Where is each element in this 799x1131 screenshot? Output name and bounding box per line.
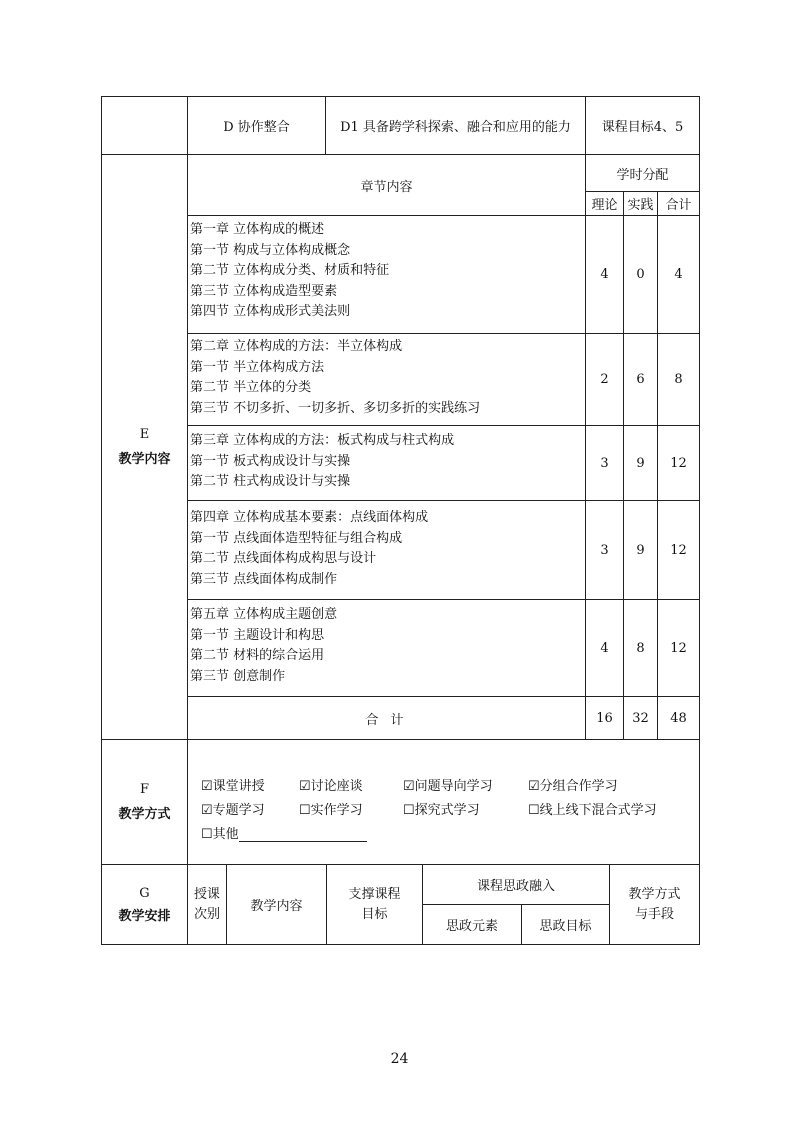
chapter-3-line-2: 第一节 板式构成设计与实操 (190, 453, 351, 469)
header-supporting-goal (327, 865, 422, 944)
section-e-letter: E (139, 427, 150, 442)
section-g-letter: G (139, 885, 150, 901)
checkbox-checked-icon: ☑ (528, 779, 540, 794)
header-method-line-2: 与手段 (634, 906, 674, 922)
row-d-category: D 协作整合 (223, 120, 290, 135)
header-total: 合计 (665, 198, 692, 213)
header-teaching-method (610, 865, 699, 944)
chapter-1-content (190, 220, 585, 323)
table-right-border (699, 96, 700, 945)
method-checkbox-other[interactable] (201, 823, 367, 842)
header-session-line-1: 授课 (193, 886, 220, 902)
header-practice: 实践 (627, 198, 654, 213)
chapter-5-practice: 8 (636, 640, 645, 656)
header-session-line-2: 次别 (193, 906, 220, 922)
chapter-5-line-3: 第二节 材料的综合运用 (190, 648, 325, 663)
chapter-2-line-3: 第二节 半立体的分类 (190, 380, 312, 395)
checkbox-checked-icon: ☑ (201, 779, 213, 794)
chapter-2-theory: 2 (600, 372, 609, 387)
checkbox-unchecked-icon: ☐ (201, 827, 213, 842)
page-number: 24 (390, 1051, 409, 1067)
chapter-2-total: 8 (674, 372, 683, 387)
sum-practice: 32 (632, 710, 649, 726)
method-label: 问题导向学习 (414, 779, 493, 794)
header-ideology-integration: 课程思政融入 (476, 879, 555, 894)
other-fill-line[interactable] (239, 827, 367, 842)
method-checkbox-8[interactable] (528, 799, 657, 818)
header-chapter-content: 章节内容 (360, 179, 413, 195)
chapter-1-line-1: 第一章 立体构成的概述 (190, 222, 325, 237)
section-g-title: 教学安排 (118, 908, 171, 924)
chapter-4-theory: 3 (600, 542, 609, 558)
chapter-1-line-2: 第一节 构成与立体构成概念 (190, 242, 351, 258)
header-session (188, 865, 226, 944)
label-column-divider (187, 96, 188, 945)
chapter-1-line-4: 第三节 立体构成造型要素 (190, 283, 338, 299)
method-label: 其他 (212, 827, 239, 842)
method-checkbox-4[interactable] (528, 775, 618, 794)
header-theory: 理论 (591, 198, 618, 213)
chapter-3-practice: 9 (636, 455, 645, 471)
row-d-description: D1 具备跨学科探索、融合和应用的能力 (340, 120, 571, 135)
header-method-line-1: 教学方式 (628, 886, 681, 902)
chapter-2-line-4: 第三节 不切多折、一切多折、多切多折的实践练习 (190, 400, 481, 416)
method-checkbox-7[interactable] (403, 799, 480, 818)
chapter-3-line-3: 第二节 柱式构成设计与实操 (190, 474, 351, 489)
header-hours-allocation: 学时分配 (616, 167, 669, 183)
method-checkbox-3[interactable] (403, 775, 493, 794)
section-f-title: 教学方式 (118, 807, 171, 822)
chapter-4-total: 12 (670, 542, 687, 558)
chapter-5-line-4: 第三节 创意制作 (190, 668, 286, 684)
chapter-3-line-1: 第三章 立体构成的方法：板式构成与柱式构成 (190, 433, 455, 448)
method-label: 专题学习 (212, 803, 265, 818)
section-e-label (102, 155, 187, 739)
chapter-3-theory: 3 (600, 455, 609, 471)
chapter-5-content (190, 605, 585, 687)
checkbox-unchecked-icon: ☐ (528, 803, 540, 818)
checkbox-checked-icon: ☑ (299, 779, 311, 794)
section-e-title: 教学内容 (118, 452, 171, 467)
chapter-5-line-2: 第一节 主题设计和构思 (190, 627, 325, 643)
header-goal-line-2: 目标 (361, 906, 388, 922)
chapter-4-line-1: 第四章 立体构成基本要素：点线面体构成 (190, 510, 429, 525)
section-f-letter: F (139, 782, 150, 797)
section-g-label (102, 865, 187, 944)
method-checkbox-2[interactable] (299, 775, 363, 794)
method-label: 分组合作学习 (539, 779, 618, 794)
chapter-2-practice: 6 (636, 372, 645, 387)
section-f-label (102, 740, 187, 864)
chapter-4-content (190, 508, 585, 590)
chapter-5-total: 12 (670, 640, 687, 656)
method-checkbox-6[interactable] (299, 799, 363, 818)
chapter-4-line-2: 第一节 点线面体造型特征与组合构成 (190, 530, 403, 546)
chapter-4-line-4: 第三节 点线面体构成制作 (190, 571, 338, 587)
chapter-5-theory: 4 (600, 640, 609, 656)
chapter-1-line-5: 第四节 立体构成形式美法则 (190, 304, 351, 319)
method-checkbox-1[interactable] (201, 775, 265, 794)
table-bottom-border (101, 944, 700, 945)
chapter-1-theory: 4 (600, 267, 609, 282)
row-d-goal: 课程目标4、5 (601, 120, 684, 135)
chapter-2-line-1: 第二章 立体构成的方法：半立体构成 (190, 339, 403, 354)
chapter-3-total: 12 (670, 455, 687, 471)
method-checkbox-5[interactable] (201, 799, 265, 818)
method-label: 探究式学习 (414, 803, 480, 818)
header-ideology-goal: 思政目标 (539, 919, 592, 934)
checkbox-unchecked-icon: ☐ (299, 803, 311, 818)
checkbox-checked-icon: ☑ (201, 803, 213, 818)
method-label: 课堂讲授 (212, 779, 265, 794)
chapter-1-line-3: 第二节 立体构成分类、材质和特征 (190, 263, 390, 278)
sum-theory: 16 (596, 710, 613, 726)
method-label: 实作学习 (310, 803, 363, 818)
header-teaching-content: 教学内容 (250, 899, 303, 914)
method-label: 讨论座谈 (310, 779, 363, 794)
header-ideology-elements: 思政元素 (445, 919, 498, 934)
checkbox-checked-icon: ☑ (403, 779, 415, 794)
chapter-5-line-1: 第五章 立体构成主题创意 (190, 607, 338, 622)
chapter-4-practice: 9 (636, 542, 645, 558)
header-goal-line-1: 支撑课程 (348, 886, 401, 902)
sum-total: 48 (670, 710, 687, 726)
chapter-1-total: 4 (674, 267, 683, 282)
chapter-2-content (190, 337, 585, 419)
section-e-bottom-border (101, 739, 700, 740)
chapter-4-line-3: 第二节 点线面体构成构思与设计 (190, 551, 377, 566)
method-label: 线上线下混合式学习 (539, 803, 657, 818)
chapter-2-line-2: 第一节 半立体构成方法 (190, 359, 325, 375)
chapter-3-content (190, 431, 585, 493)
checkbox-unchecked-icon: ☐ (403, 803, 415, 818)
sum-label: 合 计 (365, 712, 408, 728)
chapter-1-practice: 0 (636, 267, 645, 282)
